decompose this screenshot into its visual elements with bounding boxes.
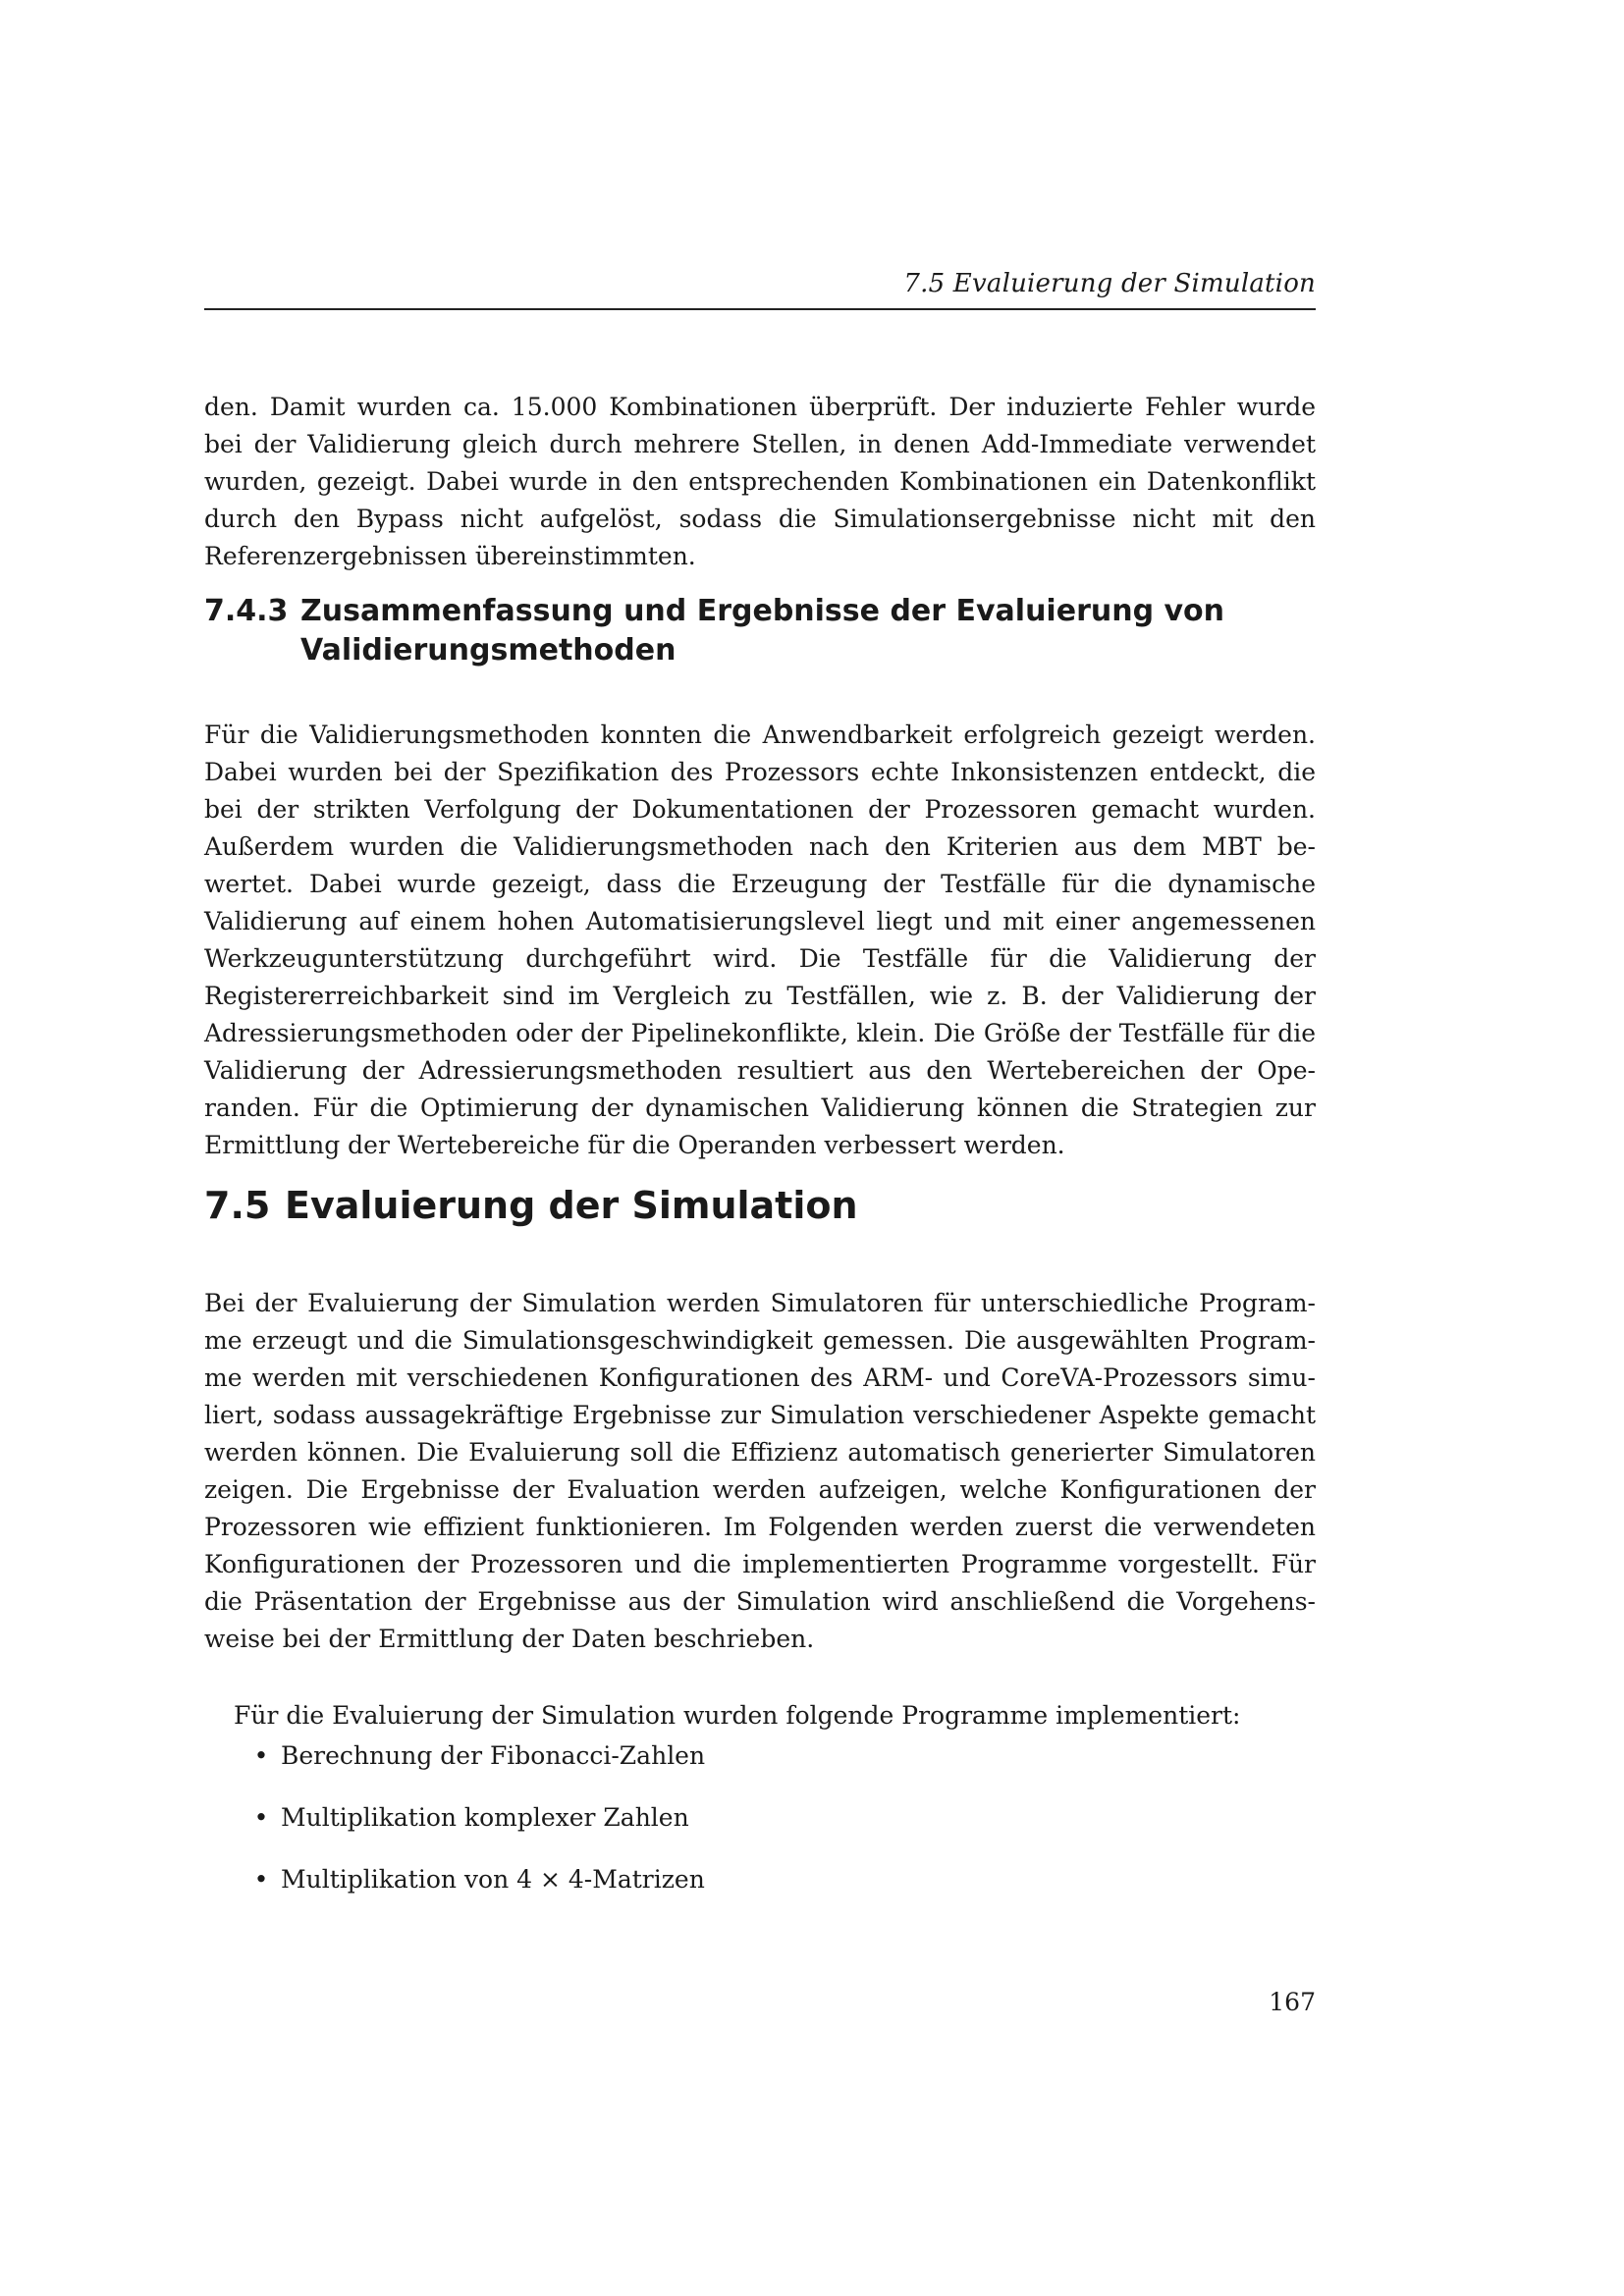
bullet-icon: • xyxy=(253,1803,269,1832)
section-paragraph: Bei der Evaluierung der Simulation werden Simulatoren für unterschiedliche Programme erzeugt und die Simulationsgeschwindigkeit gemessen. Die ausgewählten Programme werden mit verschiedenen Konfigurationen des ARM- und CoreVA-Prozessors simuliert, sodass aussagekräftige Ergebnisse zur Simulation verschiedener Aspekte gemacht werden können. Die Evaluierung soll die Effizienz automatisch generierter Simulatoren zeigen. Die Ergebnisse der Evaluation werden aufzeigen, welche Konfigurationen der Prozessoren wie effizient funktionieren. Im Folgenden werden zuerst die verwendeten Konfigurationen der Prozessoren und die implementierten Programme vorgestellt. Für die Präsentation der Ergebnisse aus der Simulation wird anschließend die Vorgehensweise bei der Ermittlung der Daten beschrieben. xyxy=(204,1289,1316,1653)
list-item-text: Multiplikation komplexer Zahlen xyxy=(281,1803,689,1832)
bullet-icon: • xyxy=(253,1865,269,1894)
header-rule xyxy=(204,308,1316,310)
bullet-icon: • xyxy=(253,1741,269,1770)
subsection-title-line2: Validierungsmethoden xyxy=(300,633,677,667)
list-item-text: Berechnung der Fibonacci-Zahlen xyxy=(281,1741,706,1770)
list-item xyxy=(204,1861,1316,1898)
section-heading xyxy=(204,1181,1316,1230)
program-list xyxy=(204,1737,1316,1923)
list-intro: Für die Evaluierung der Simulation wurden folgende Programme implementiert: xyxy=(234,1701,1241,1730)
subsection-title-line1: Zusammenfassung und Ergebnisse der Evaluierung von xyxy=(300,594,1225,628)
subsection-heading xyxy=(204,592,1316,670)
subsection-number: 7.4.3 xyxy=(204,594,289,628)
subsection-paragraph: Für die Validierungsmethoden konnten die Anwendbarkeit erfolgreich gezeigt werden. Dabei wurden bei der Spezifikation des Prozessors echte Inkonsistenzen entdeckt, die bei der strikten Verfolgung der Dokumentationen der Prozessoren gemacht wurden. Außerdem wurden die Validierungsmethoden nach den Kriterien aus dem MBT bewertet. Dabei wurde gezeigt, dass die Erzeugung der Testfälle für die dynamische Validierung auf einem hohen Automatisierungslevel liegt und mit einer angemessenen Werkzeugunterstützung durchgeführt wird. Die Testfälle für die Validierung der Registererreichbarkeit sind im Vergleich zu Testfällen, wie z. B. der Validierung der Adressierungsmethoden oder der Pipelinekonflikte, klein. Die Größe der Testfälle für die Validierung der Adressierungsmethoden resultiert aus den Wertebereichen der Operanden. Für die Optimierung der dynamischen Validierung können die Strategien zur Ermittlung der Wertebereiche für die Operanden verbessert werden. xyxy=(204,721,1316,1159)
running-header: 7.5 Evaluierung der Simulation xyxy=(903,269,1316,298)
section-number: 7.5 xyxy=(204,1184,271,1227)
continuation-paragraph: den. Damit wurden ca. 15.000 Kombinationen überprüft. Der induzierte Fehler wurde bei der Validierung gleich durch mehrere Stellen, in denen Add-Immediate verwendet wurden, gezeigt. Dabei wurde in den entsprechenden Kombinationen ein Datenkonflikt durch den Bypass nicht aufgelöst, sodass die Simulationsergebnisse nicht mit den Referenzergebnissen übereinstimmten. xyxy=(204,393,1316,570)
list-item-text: Multiplikation von 4 × 4-Matrizen xyxy=(281,1865,705,1894)
section-title: Evaluierung der Simulation xyxy=(285,1184,858,1227)
list-item xyxy=(204,1799,1316,1837)
list-item xyxy=(204,1737,1316,1775)
page-number: 167 xyxy=(1269,1988,1316,2016)
